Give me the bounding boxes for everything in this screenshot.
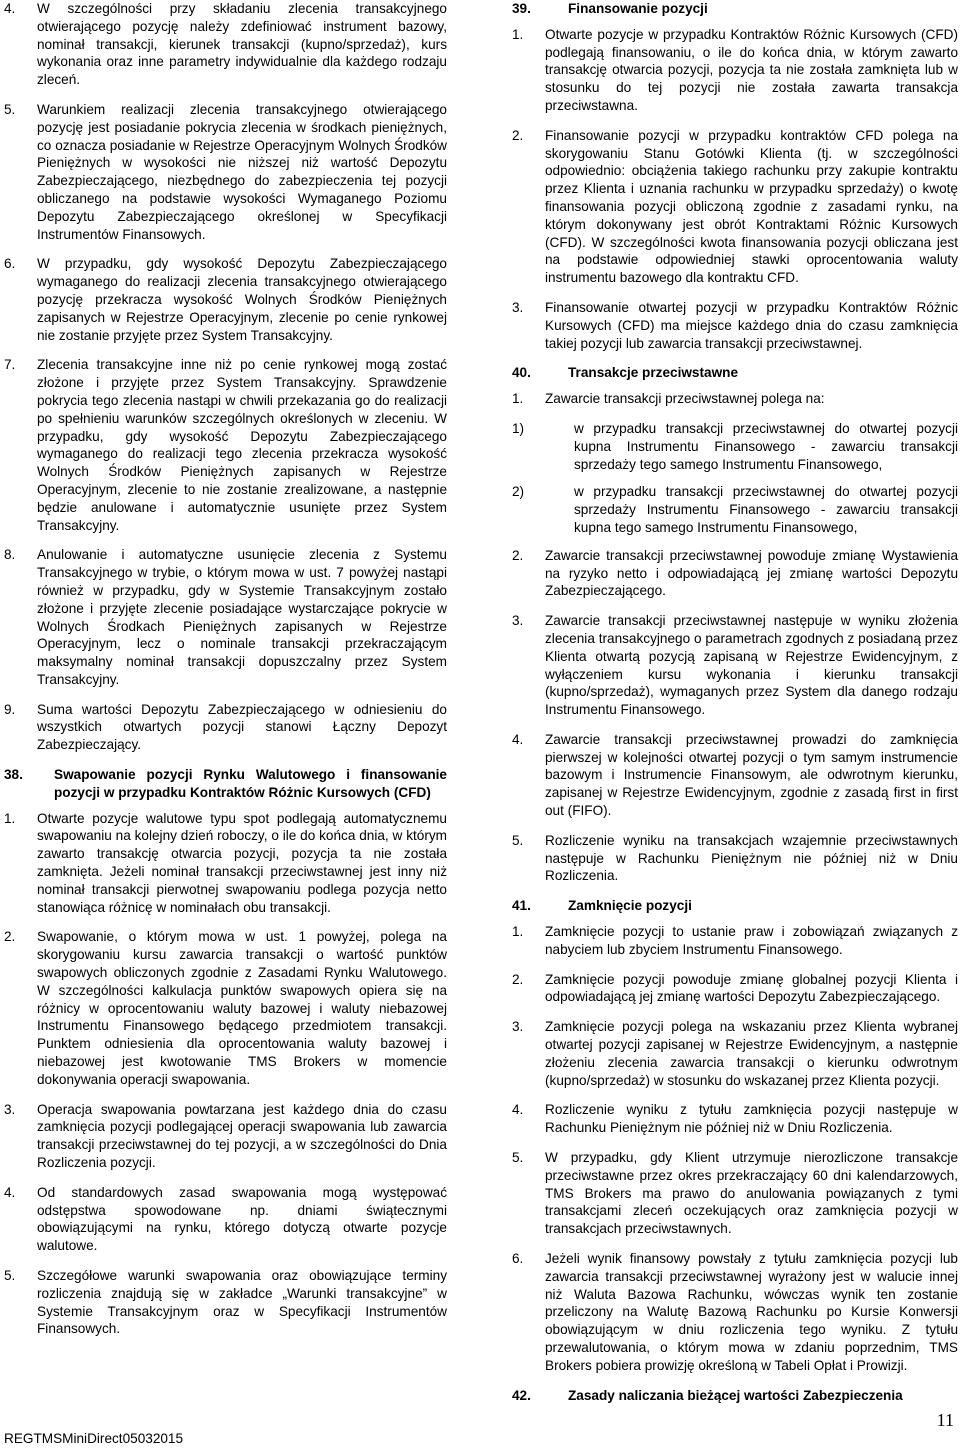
item-number: 6.: [512, 1251, 524, 1267]
numbered-paragraph: [512, 299, 958, 352]
document-code: REGTMSMiniDirect05032015: [4, 1431, 184, 1446]
numbered-paragraph: [4, 810, 447, 917]
item-number: 1.: [512, 391, 524, 407]
item-number: 5.: [512, 1150, 524, 1166]
item-number: 1.: [4, 810, 16, 826]
paragraph-text: W przypadku, gdy Klient utrzymuje nierozliczone transakcje przeciwstawne przez okres przekraczający 60 dni kalendarzowych, TMS Brokers ma prawo do anulowania powiązanych z tymi transakcjami zleceń oczekujących oraz zamknięcia pozycji w transakcjach przeciwstawnych.: [545, 1150, 958, 1237]
sub-list-item: [512, 420, 958, 473]
item-number: 3.: [512, 299, 524, 315]
numbered-paragraph: [512, 923, 958, 959]
numbered-paragraph: [4, 546, 447, 688]
item-number: 3.: [512, 613, 524, 629]
section-number: 38.: [4, 767, 23, 783]
paragraph-text: Zawarcie transakcji przeciwstawnej powoduje zmianę Wystawienia na ryzyko netto i odpowiadającą jej zmianę wartości Depozytu Zabezpieczającego.: [545, 547, 958, 599]
numbered-paragraph: [4, 0, 447, 89]
item-number: 4.: [512, 731, 524, 747]
paragraph-text: Zawarcie transakcji przeciwstawnej prowadzi do zamknięcia pierwszej w kolejności otwartej pozycji o tym samym instrumencie bazowym i Instrumencie Finansowym, ale odwrotnym kierunku, zapisanej w Rejestrze Ewidencyjnym, zgodnie z zasadą first in first out (FIFO).: [545, 731, 958, 819]
item-number: 2): [512, 484, 525, 500]
numbered-paragraph: [512, 1149, 958, 1238]
numbered-paragraph: [4, 1184, 447, 1255]
item-number: 1.: [512, 924, 524, 940]
numbered-paragraph: [512, 612, 958, 719]
item-number: 8.: [4, 547, 16, 563]
section-title: Zasady naliczania bieżącej wartości Zabezpieczenia: [568, 1387, 903, 1403]
item-number: 4.: [4, 1, 16, 16]
sub-list-item: [512, 483, 958, 536]
item-number: 3.: [512, 1019, 524, 1035]
paragraph-text: Suma wartości Depozytu Zabezpieczającego w odniesieniu do wszystkich otwartych pozycji stanowi Łączny Depozyt Zabezpieczający.: [37, 701, 447, 753]
section-heading: [512, 1387, 958, 1405]
item-number: 7.: [4, 357, 16, 373]
item-number: 5.: [512, 832, 524, 848]
item-number: 4.: [4, 1184, 16, 1200]
paragraph-text: Zawarcie transakcji przeciwstawnej polega na:: [545, 391, 825, 407]
paragraph-text: Szczegółowe warunki swapowania oraz obowiązujące terminy rozliczenia znajdują się w zakładce „Warunki transakcyjne” w Systemie Transakcyjnym oraz w Specyfikacji Instrumentów Finansowych.: [37, 1268, 447, 1337]
numbered-paragraph: [512, 832, 958, 885]
item-number: 6.: [4, 256, 16, 272]
item-number: 2.: [4, 929, 16, 945]
paragraph-text: Zawarcie transakcji przeciwstawnej następuje w wyniku złożenia zlecenia transakcyjnego o parametrach zgodnych z posiadaną przez Klienta otwartą pozycją zapisaną w Rejestrze Ewidencyjnym, z wyłączeniem kursu wykonania i kierunku transakcji (kupno/sprzedaż), wymaganych przez System dla danego rodzaju Instrumentu Finansowego.: [545, 613, 958, 718]
numbered-paragraph: [512, 1018, 958, 1089]
paragraph-text: Rozliczenie wyniku z tytułu zamknięcia pozycji następuje w Rachunku Pieniężnym nie później niż w Dniu Rozliczenia.: [545, 1102, 958, 1136]
item-number: 4.: [512, 1102, 524, 1118]
item-number: 2.: [512, 971, 524, 987]
paragraph-text: w przypadku transakcji przeciwstawnej do otwartej pozycji sprzedaży Instrumentu Finansowego - zawarciu transakcji kupna tego samego Instrumentu Finansowego,: [574, 484, 958, 535]
paragraph-text: Od standardowych zasad swapowania mogą występować odstępstwa spowodowane np. dniami świątecznymi obowiązującymi na rynku, którego dotyczą otwarte pozycje walutowe.: [37, 1184, 447, 1254]
section-number: 41.: [512, 898, 531, 914]
item-number: 9.: [4, 701, 16, 717]
paragraph-text: Finansowanie otwartej pozycji w przypadku Kontraktów Różnic Kursowych (CFD) ma miejsce każdego dnia do czasu zamknięcia takiej pozycji lub zawarcia transakcji przeciwstawnej.: [545, 299, 958, 351]
section-heading: [4, 766, 447, 802]
numbered-paragraph: [512, 971, 958, 1007]
paragraph-text: Swapowanie, o którym mowa w ust. 1 powyżej, polega na skorygowaniu kursu zawarcia transakcji o wartość punktów swapowych obliczonych zgodnie z Zasadami Rynku Walutowego. W szczególności kalkulacja punktów swapowych opiera się na różnicy w oprocentowaniu waluty bazowej i waluty niebazowej Instrumentu Finansowego będącego przedmiotem transakcji. Punktem odniesienia dla oprocentowania waluty bazowej i niebazowej jest kwotowanie TMS Brokers w momencie dokonywania operacji swapowania.: [37, 929, 447, 1087]
numbered-paragraph: [512, 547, 958, 600]
numbered-paragraph: [4, 701, 447, 754]
paragraph-text: Zamknięcie pozycji powoduje zmianę globalnej pozycji Klienta i odpowiadającą jej zmianę wartości Depozytu Zabezpieczającego.: [545, 971, 958, 1005]
numbered-paragraph: [512, 390, 958, 408]
paragraph-text: w przypadku transakcji przeciwstawnej do otwartej pozycji kupna Instrumentu Finansowego - zawarciu transakcji sprzedaży tego samego Instrumentu Finansowego,: [574, 420, 958, 472]
section-title: Zamknięcie pozycji: [568, 898, 692, 914]
item-number: 2.: [512, 547, 524, 563]
numbered-paragraph: [4, 1101, 447, 1172]
paragraph-text: Zamknięcie pozycji to ustanie praw i zobowiązań związanych z nabyciem lub zbyciem Instrumentu Finansowego.: [545, 924, 958, 957]
right-column: [512, 0, 958, 1412]
paragraph-text: Warunkiem realizacji zlecenia transakcyjnego otwierającego pozycję jest posiadanie pokrycia zlecenia w środkach pieniężnych, co oznacza posiadanie w Rejestrze Operacyjnym Wolnych Środków Pieniężnych w wysokości nie niższej niż wartość Depozytu Zabezpieczającego, niezbędnego do zabezpieczenia tej pozycji obliczanego na podstawie wysokości Wymaganego Poziomu Depozytu Zabezpieczającego określonej w Specyfikacji Instrumentów Finansowych.: [37, 101, 447, 242]
item-number: 2.: [512, 127, 524, 143]
section-number: 39.: [512, 1, 531, 16]
numbered-paragraph: [512, 127, 958, 287]
numbered-paragraph: [4, 255, 447, 344]
numbered-paragraph: [4, 1267, 447, 1338]
paragraph-text: Anulowanie i automatyczne usunięcie zlecenia z Systemu Transakcyjnego w trybie, o którym mowa w ust. 7 powyżej nastąpi również w przypadku, gdy w Systemie Transakcyjnym zostało złożone i przyjęte zlecenie posiadające wystarczające pokrycie w Wolnych Środkach Pieniężnych zapisanych w Rejestrze Operacyjnym, lecz o nominale transakcji przekraczającym maksymalny nominał transakcji dopuszczalny przez System Transakcyjny.: [37, 547, 447, 687]
section-number: 42.: [512, 1387, 531, 1403]
item-number: 5.: [4, 1268, 16, 1283]
paragraph-text: Rozliczenie wyniku na transakcjach wzajemnie przeciwstawnych następuje w Rachunku Pieniężnym nie później niż w Dniu Rozliczenia.: [545, 832, 958, 884]
item-number: 3.: [4, 1101, 16, 1117]
numbered-paragraph: [4, 356, 447, 534]
numbered-paragraph: [4, 101, 447, 243]
page-number: 11: [936, 1410, 954, 1430]
section-title: Swapowanie pozycji Rynku Walutowego i finansowanie pozycji w przypadku Kontraktów Różnic Kursowych (CFD): [54, 767, 447, 800]
item-number: 1): [512, 420, 525, 436]
numbered-paragraph: [512, 26, 958, 115]
section-title: Finansowanie pozycji: [568, 1, 708, 16]
numbered-paragraph: [512, 1250, 958, 1375]
paragraph-text: Otwarte pozycje w przypadku Kontraktów Różnic Kursowych (CFD) podlegają finansowaniu, o ile do końca dnia, w którym zawarto transakcję otwarcia pozycji, pozycja ta nie została zamknięta lub w stosunku do tej pozycji nie została zawarta transakcja przeciwstawna.: [545, 26, 958, 113]
numbered-paragraph: [4, 928, 447, 1088]
section-title: Transakcje przeciwstawne: [568, 365, 739, 381]
left-column: [4, 0, 447, 1350]
paragraph-text: Zamknięcie pozycji polega na wskazaniu przez Klienta wybranej otwartej pozycji zapisanej w Rejestrze Ewidencyjnym, a następnie złożeniu zlecenia zawarcia transakcji o kierunku odwrotnym (kupno/sprzedaż) w stosunku do wskazanej przez Klienta pozycji.: [545, 1019, 958, 1088]
section-heading: [512, 0, 958, 18]
section-number: 40.: [512, 365, 531, 381]
paragraph-text: W szczególności przy składaniu zlecenia transakcyjnego otwierającego pozycję należy zdefiniować instrument bazowy, nominał transakcji, kierunek transakcji (kupno/sprzedaż), kurs wykonania oraz inne parametry indywidualnie dla każdego rodzaju zleceń.: [37, 1, 447, 88]
numbered-paragraph: [512, 1101, 958, 1137]
paragraph-text: Otwarte pozycje walutowe typu spot podlegają automatycznemu swapowaniu na kolejny dzień roboczy, o ile do końca dnia, w którym zawarto transakcję otwarcia pozycji, pozycja ta nie została zamknięta. Jeżeli nominał transakcji przeciwstawnej jest inny niż nominał transakcji pierwotnej swapowaniu podlega pozycja netto stanowiąca różnicę w nominałach obu transakcji.: [37, 810, 447, 915]
paragraph-text: Zlecenia transakcyjne inne niż po cenie rynkowej mogą zostać złożone i przyjęte przez System Transakcyjny. Sprawdzenie pokrycia tego zlecenia nastąpi w chwili przekazania go do realizacji po spełnieniu warunków szczególnych określonych w zleceniu. W przypadku, gdy wysokość Depozytu Zabezpieczającego wymaganego do realizacji tego zlecenia przekracza wysokość Wolnych Środków Pieniężnych zapisanych w Rejestrze Operacyjnym, zlecenie to nie zostanie zrealizowane, a następnie będzie anulowane i automatycznie usunięte przez System Transakcyjny.: [37, 357, 447, 533]
item-number: 5.: [4, 101, 16, 117]
paragraph-text: Jeżeli wynik finansowy powstały z tytułu zamknięcia pozycji lub zawarcia transakcji przeciwstawnej wyrażony jest w walucie innej niż Waluta Bazowa Rachunku, wówczas wynik ten zostanie przeliczony na Walutę Bazową Rachunku po Kursie Konwersji obowiązującym w dniu rozliczenia tego wyniku. Z tytułu przewalutowania, o którym mowa w zdaniu poprzednim, TMS Brokers pobiera prowizję określoną w Tabeli Opłat i Prowizji.: [545, 1251, 958, 1373]
section-heading: [512, 364, 958, 382]
paragraph-text: Operacja swapowania powtarzana jest każdego dnia do czasu zamknięcia pozycji podlegającej operacji swapowania lub zawarcia transakcji przeciwstawnej do tej pozycji, a w szczególności do Dnia Rozliczenia pozycji.: [37, 1101, 447, 1171]
paragraph-text: W przypadku, gdy wysokość Depozytu Zabezpieczającego wymaganego do realizacji zlecenia transakcyjnego otwierającego pozycję przekracza wysokość Wolnych Środków Pieniężnych zapisanych w Rejestrze Operacyjnym, zlecenie po cenie rynkowej nie zostanie przyjęte przez System Transakcyjny.: [37, 256, 447, 343]
item-number: 1.: [512, 26, 524, 42]
section-heading: [512, 897, 958, 915]
numbered-paragraph: [512, 731, 958, 820]
paragraph-text: Finansowanie pozycji w przypadku kontraktów CFD polega na skorygowaniu Stanu Gotówki Klienta (tj. w szczególności odpowiednio: obciążenia takiego rachunku przy zakupie kontraktu przez Klienta i uznania rachunku w przypadku sprzedaży) o kwotę finansowania pozycji obliczoną zgodnie z zasadami rynku, na którym dokonywany jest obrót Kontraktami Różnic Kursowych (CFD). W szczególności kwota finansowania pozycji obliczana jest na podstawie odpowiedniej stawki oprocentowania waluty instrumentu bazowego dla kontraktu CFD.: [545, 127, 958, 286]
